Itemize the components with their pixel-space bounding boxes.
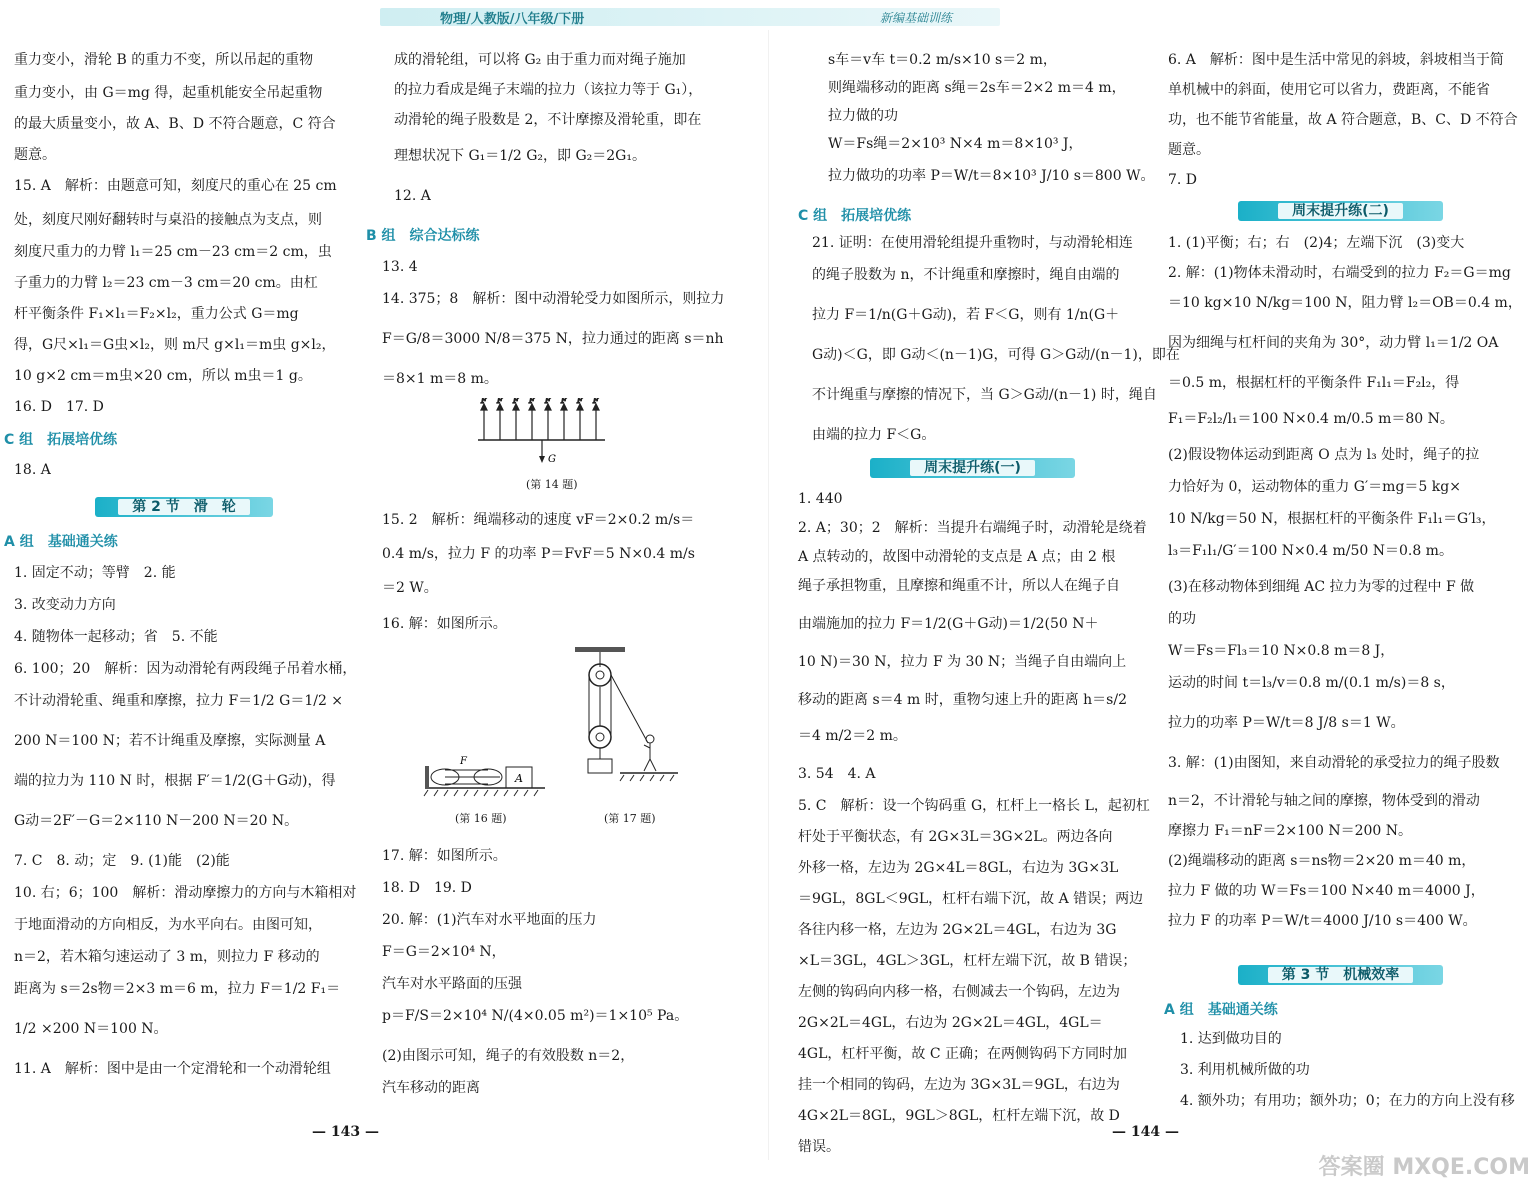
figure-17	[570, 645, 680, 795]
col4b-line-18: (2)绳端移动的距离 s＝ns物＝2×20 m＝40 m，	[1168, 853, 1476, 869]
col1-line-4: 15. A 解析：由题意可知，刻度尺的重心在 25 cm	[14, 178, 337, 194]
col4b-line-11: 的功	[1168, 611, 1196, 627]
col1c-line-8: 7. C 8. 动；定 9. (1)能 (2)能	[14, 853, 230, 869]
col1c-line-14: 11. A 解析：图中是由一个定滑轮和一个动滑轮组	[14, 1061, 331, 1077]
col3c-line-10: 杆处于平衡状态，有 2G×3L＝3G×2L。两边各向	[798, 829, 1113, 845]
col3-line-0: s车＝v车 t＝0.2 m/s×10 s＝2 m，	[828, 52, 1057, 68]
col1-line-11: 16. D 17. D	[14, 399, 104, 415]
col2c-line-0: 15. 2 解析：绳端移动的速度 vF＝2×0.2 m/s＝	[382, 512, 695, 528]
svg-text:G: G	[548, 454, 556, 465]
col4b-line-6: (2)假设物体运动到距离 O 点为 l₃ 处时，绳子的拉	[1168, 447, 1480, 463]
col2d-line-6: (2)由图示可知，绳子的有效股数 n＝2，	[382, 1048, 635, 1064]
svg-text:A: A	[515, 772, 523, 785]
col3c-line-8: 3. 54 4. A	[798, 766, 876, 782]
col1c-line-1: 3. 改变动力方向	[14, 597, 116, 613]
col2d-line-4: 汽车对水平路面的压强	[382, 976, 522, 992]
col1c-line-9: 10. 右；6；100 解析：滑动摩擦力的方向与木箱相对	[14, 885, 357, 901]
col2b-line-1: 14. 375；8 解析：图中动滑轮受力如图所示，则拉力	[382, 291, 725, 307]
col1-line-2: 的最大质量变小，故 A、B、D 不符合题意，C 符合	[14, 116, 336, 132]
col1c-line-3: 6. 100；20 解析：因为动滑轮有两段绳子吊着水桶，	[14, 661, 357, 677]
figure-14	[470, 398, 620, 468]
col2c-line-3: 16. 解：如图所示。	[382, 616, 507, 632]
force-label: F	[513, 398, 519, 405]
page-divider	[768, 30, 769, 1160]
col3c-line-6: 移动的距离 s＝4 m 时，重物匀速上升的距离 h＝s/2	[798, 692, 1127, 708]
col4b-line-3: 因为细绳与杠杆间的夹角为 30°，动力臂 l₁＝1/2 OA	[1168, 335, 1499, 351]
section-c-group: C 组 拓展培优练	[4, 432, 118, 448]
col3c-line-12: ＝9GL，8GL＜9GL，杠杆右端下沉，故 A 错误；两边	[798, 891, 1144, 907]
banner-weekend-1: 周末提升练(一)	[870, 458, 1075, 478]
col4b-line-7: 力恰好为 0，运动物体的重力 G′＝mg＝5 kg×	[1168, 479, 1461, 495]
col2d-line-3: F＝G＝2×10⁴ N，	[382, 944, 506, 960]
col1-line-8: 杆平衡条件 F₁×l₁＝F₂×l₂，重力公式 G＝mg	[14, 306, 299, 322]
col1-line-3: 题意。	[14, 147, 56, 163]
col2b-line-3: ＝8×1 m＝8 m。	[382, 371, 498, 387]
col3c-line-7: ＝4 m/2＝2 m。	[798, 728, 907, 744]
col4b-line-16: n＝2，不计滑轮与轴之间的摩擦，物体受到的滑动	[1168, 793, 1480, 809]
force-label: F	[561, 398, 567, 405]
col4b-line-17: 摩擦力 F₁＝nF＝2×100 N＝200 N。	[1168, 823, 1412, 839]
col3c-line-1: 2. A；30；2 解析：当提升右端绳子时，动滑轮是绕着	[798, 520, 1147, 536]
col1-line-9: 得，G尺×l₁＝G虫×l₂，则 m尺 g×l₁＝m虫 g×l₂，	[14, 337, 336, 353]
col3c-line-13: 各往内移一格，左边为 2G×2L＝4GL，右边为 3G	[798, 922, 1117, 938]
col1-line-6: 刻度尺重力的力臂 l₁＝25 cm－23 cm＝2 cm，虫	[14, 244, 332, 260]
col1c-line-11: n＝2，若木箱匀速运动了 3 m，则拉力 F 移动的	[14, 949, 320, 965]
col3c-line-16: 2G×2L＝4GL，右边为 2G×2L＝4GL，4GL＝	[798, 1015, 1103, 1031]
header-series: 新编基础训练	[880, 11, 953, 25]
col2-line-4: 12. A	[394, 188, 431, 204]
col4b-line-0: 1. (1)平衡；右；右 (2)4；左端下沉 (3)变大	[1168, 235, 1465, 251]
banner-weekend-2: 周末提升练(二)	[1238, 201, 1443, 221]
col3c-line-0: 1. 440	[798, 491, 843, 507]
col4b-line-5: F₁＝F₂l₂/l₁＝100 N×0.4 m/0.5 m＝80 N。	[1168, 411, 1454, 427]
col2-line-0: 成的滑轮组，可以将 G₂ 由于重力而对绳子施加	[394, 52, 686, 68]
force-label: F	[481, 398, 487, 405]
col3b-line-5: 由端的拉力 F＜G。	[812, 427, 936, 443]
col4b-line-1: 2. 解：(1)物体未滑动时，右端受到的拉力 F₂＝G＝mg	[1168, 265, 1511, 281]
col4b-line-19: 拉力 F 做的功 W＝Fs＝100 N×40 m＝4000 J，	[1168, 883, 1485, 899]
col3b-line-3: G动)＜G，即 G动＜(n－1)G，可得 G＞G动/(n－1)，即在	[812, 347, 1180, 363]
banner-section-2: 第 2 节 滑 轮	[95, 497, 273, 517]
col3c-line-20: 错误。	[798, 1139, 840, 1155]
col3b-line-1: 的绳子股数为 n，不计绳重和摩擦时，绳自由端的	[812, 267, 1120, 283]
col1c-line-6: 端的拉力为 110 N 时，根据 F′＝1/2(G＋G动)，得	[14, 773, 336, 789]
col3c-line-2: A 点转动的，故图中动滑轮的支点是 A 点；由 2 根	[798, 549, 1116, 565]
banner-section-3: 第 3 节 机械效率	[1238, 965, 1443, 985]
col4-line-4: 7. D	[1168, 172, 1198, 188]
force-label: F	[577, 398, 583, 405]
col3-line-1: 则绳端移动的距离 s绳＝2s车＝2×2 m＝4 m，	[828, 80, 1126, 96]
col2d-line-1: 18. D 19. D	[382, 880, 472, 896]
col1-line-7: 子重力的力臂 l₂＝23 cm－3 cm＝20 cm。由杠	[14, 275, 318, 291]
col1c-line-7: G动＝2F′－G＝2×110 N－200 N＝20 N。	[14, 813, 299, 829]
col3c-line-14: ×L＝3GL，4GL＞3GL，杠杆左端下沉，故 B 错误；	[798, 953, 1137, 969]
col2c-line-2: ＝2 W。	[382, 580, 438, 596]
col1c-line-0: 1. 固定不动；等臂 2. 能	[14, 565, 176, 581]
section-b-group: B 组 综合达标练	[366, 228, 480, 244]
page-header	[0, 0, 1536, 30]
section-a-group: A 组 基础通关练	[4, 534, 118, 550]
col4b-line-8: 10 N/kg＝50 N，根据杠杆的平衡条件 F₁l₁＝G′l₃，	[1168, 511, 1496, 527]
col2-line-3: 理想状况下 G₁＝1/2 G₂，即 G₂＝2G₁。	[394, 148, 646, 164]
col1c-line-10: 于地面滑动的方向相反，为水平向右。由图可知，	[14, 917, 322, 933]
col2d-line-5: p＝F/S＝2×10⁴ N/(4×0.05 m²)＝1×10⁵ Pa。	[382, 1008, 689, 1024]
section-a-group-2: A 组 基础通关练	[1164, 1002, 1278, 1018]
col3c-line-15: 左侧的钩码向内移一格，右侧减去一个钩码，左边为	[798, 984, 1120, 1000]
col2-line-1: 的拉力看成是绳子末端的拉力（该拉力等于 G₁），	[394, 82, 703, 98]
col3c-line-17: 4GL，杠杆平衡，故 C 正确；在两侧钩码下方同时加	[798, 1046, 1127, 1062]
section-c-group-2: C 组 拓展培优练	[798, 208, 912, 224]
col1c-line-4: 不计动滑轮重、绳重和摩擦，拉力 F＝1/2 G＝1/2 ×	[14, 693, 344, 709]
col4b-line-20: 拉力 F 的功率 P＝W/t＝4000 J/10 s＝400 W。	[1168, 913, 1477, 929]
col4-line-2: 功，也不能节省能量，故 A 符合题意，B、C、D 不符合	[1168, 112, 1518, 128]
col1-line-5: 处，刻度尺刚好翻转时与桌沿的接触点为支点，则	[14, 212, 322, 228]
col1c-line-13: 1/2 ×200 N＝100 N。	[14, 1021, 168, 1037]
svg-text:F: F	[460, 756, 467, 767]
col3c-line-5: 10 N)＝30 N，拉力 F 为 30 N；当绳子自由端向上	[798, 654, 1127, 670]
force-label: F	[545, 398, 551, 405]
col4c-line-0: 1. 达到做功目的	[1180, 1031, 1282, 1047]
header-title: 物理/人教版/八年级/下册	[440, 12, 585, 27]
col1-line-10: 10 g×2 cm＝m虫×20 cm，所以 m虫＝1 g。	[14, 368, 312, 384]
page-number-right: — 144 —	[1112, 1124, 1179, 1140]
page-number-left: — 143 —	[312, 1124, 379, 1140]
col2d-line-7: 汽车移动的距离	[382, 1080, 480, 1096]
col4-line-1: 单机械中的斜面，使用它可以省力，费距离，不能省	[1168, 82, 1490, 98]
col4c-line-2: 4. 额外功；有用功；额外功；0；在力的方向上没有移	[1180, 1093, 1515, 1109]
col2-line-2: 动滑轮的绳子股数是 2，不计摩擦及滑轮重，即在	[394, 112, 702, 128]
col1c-line-12: 距离为 s＝2s物＝2×3 m＝6 m，拉力 F＝1/2 F₁＝	[14, 981, 341, 997]
force-label: F	[529, 398, 535, 405]
col3b-line-4: 不计绳重与摩擦的情况下，当 G＞G动/(n－1) 时，绳自	[812, 387, 1157, 403]
col2d-line-0: 17. 解：如图所示。	[382, 848, 507, 864]
col3c-line-11: 外移一格，左边为 2G×4L＝8GL，右边为 3G×3L	[798, 860, 1119, 876]
col4c-line-1: 3. 利用机械所做的功	[1180, 1062, 1310, 1078]
figure-16-caption: (第 16 题)	[455, 812, 507, 825]
col3-line-4: 拉力做功的功率 P＝W/t＝8×10³ J/10 s＝800 W。	[828, 168, 1155, 184]
col1-line-1: 重力变小，由 G＝mg 得，起重机能安全吊起重物	[14, 85, 323, 101]
col4-line-3: 题意。	[1168, 142, 1210, 158]
col4b-line-12: W＝Fs＝Fl₃＝10 N×0.8 m＝8 J，	[1168, 643, 1395, 659]
col2b-line-0: 13. 4	[382, 259, 418, 275]
col2d-line-2: 20. 解：(1)汽车对水平地面的压力	[382, 912, 597, 928]
figure-17-caption: (第 17 题)	[604, 812, 656, 825]
col4b-line-14: 拉力的功率 P＝W/t＝8 J/8 s＝1 W。	[1168, 715, 1405, 731]
force-label: F	[497, 398, 503, 405]
col3c-line-18: 挂一个相同的钩码，左边为 3G×3L＝9GL，右边为	[798, 1077, 1120, 1093]
col1c-line-5: 200 N＝100 N；若不计绳重及摩擦，实际测量 A	[14, 733, 326, 749]
col4-line-0: 6. A 解析：图中是生活中常见的斜坡，斜坡相当于简	[1168, 52, 1504, 68]
col4b-line-4: ＝0.5 m，根据杠杆的平衡条件 F₁l₁＝F₂l₂，得	[1168, 375, 1460, 391]
col2c-line-1: 0.4 m/s，拉力 F 的功率 P＝FvF＝5 N×0.4 m/s	[382, 546, 695, 562]
col1-line-0: 重力变小，滑轮 B 的重力不变，所以吊起的重物	[14, 52, 314, 68]
col3b-line-0: 21. 证明：在使用滑轮组提升重物时，与动滑轮相连	[812, 235, 1133, 251]
figure-14-caption: (第 14 题)	[526, 478, 578, 491]
col1b-line-0: 18. A	[14, 462, 51, 478]
watermark: 答案圈 MXQE.COM	[1318, 1155, 1530, 1180]
col3c-line-3: 绳子承担物重，且摩擦和绳重不计，所以人在绳子自	[798, 578, 1120, 594]
col3b-line-2: 拉力 F＝1/n(G＋G动)，若 F＜G，则有 1/n(G＋	[812, 307, 1120, 323]
col4b-line-9: l₃＝F₁l₁/G′＝100 N×0.4 m/50 N＝0.8 m。	[1168, 543, 1453, 559]
col4b-line-10: (3)在移动物体到细绳 AC 拉力为零的过程中 F 做	[1168, 579, 1475, 595]
col4b-line-15: 3. 解：(1)由图知，来自动滑轮的承受拉力的绳子股数	[1168, 755, 1500, 771]
col3c-line-9: 5. C 解析：设一个钩码重 G，杠杆上一格长 L，起初杠	[798, 798, 1150, 814]
col2b-line-2: F＝G/8＝3000 N/8＝375 N，拉力通过的距离 s＝nh	[382, 331, 724, 347]
force-label: F	[593, 398, 599, 405]
col3-line-3: W＝Fs绳＝2×10³ N×4 m＝8×10³ J，	[828, 136, 1083, 152]
col4b-line-13: 运动的时间 t＝l₃/v＝0.8 m/(0.1 m/s)＝8 s，	[1168, 675, 1455, 691]
col1c-line-2: 4. 随物体一起移动；省 5. 不能	[14, 629, 218, 645]
col3c-line-19: 4G×2L＝8GL，9GL＞8GL，杠杆左端下沉，故 D	[798, 1108, 1120, 1124]
figure-16	[420, 752, 550, 802]
col4b-line-2: ＝10 kg×10 N/kg＝100 N，阻力臂 l₂＝OB＝0.4 m，	[1168, 295, 1522, 311]
col3c-line-4: 由端施加的拉力 F＝1/2(G＋G动)＝1/2(50 N＋	[798, 616, 1099, 632]
col3-line-2: 拉力做的功	[828, 108, 898, 124]
